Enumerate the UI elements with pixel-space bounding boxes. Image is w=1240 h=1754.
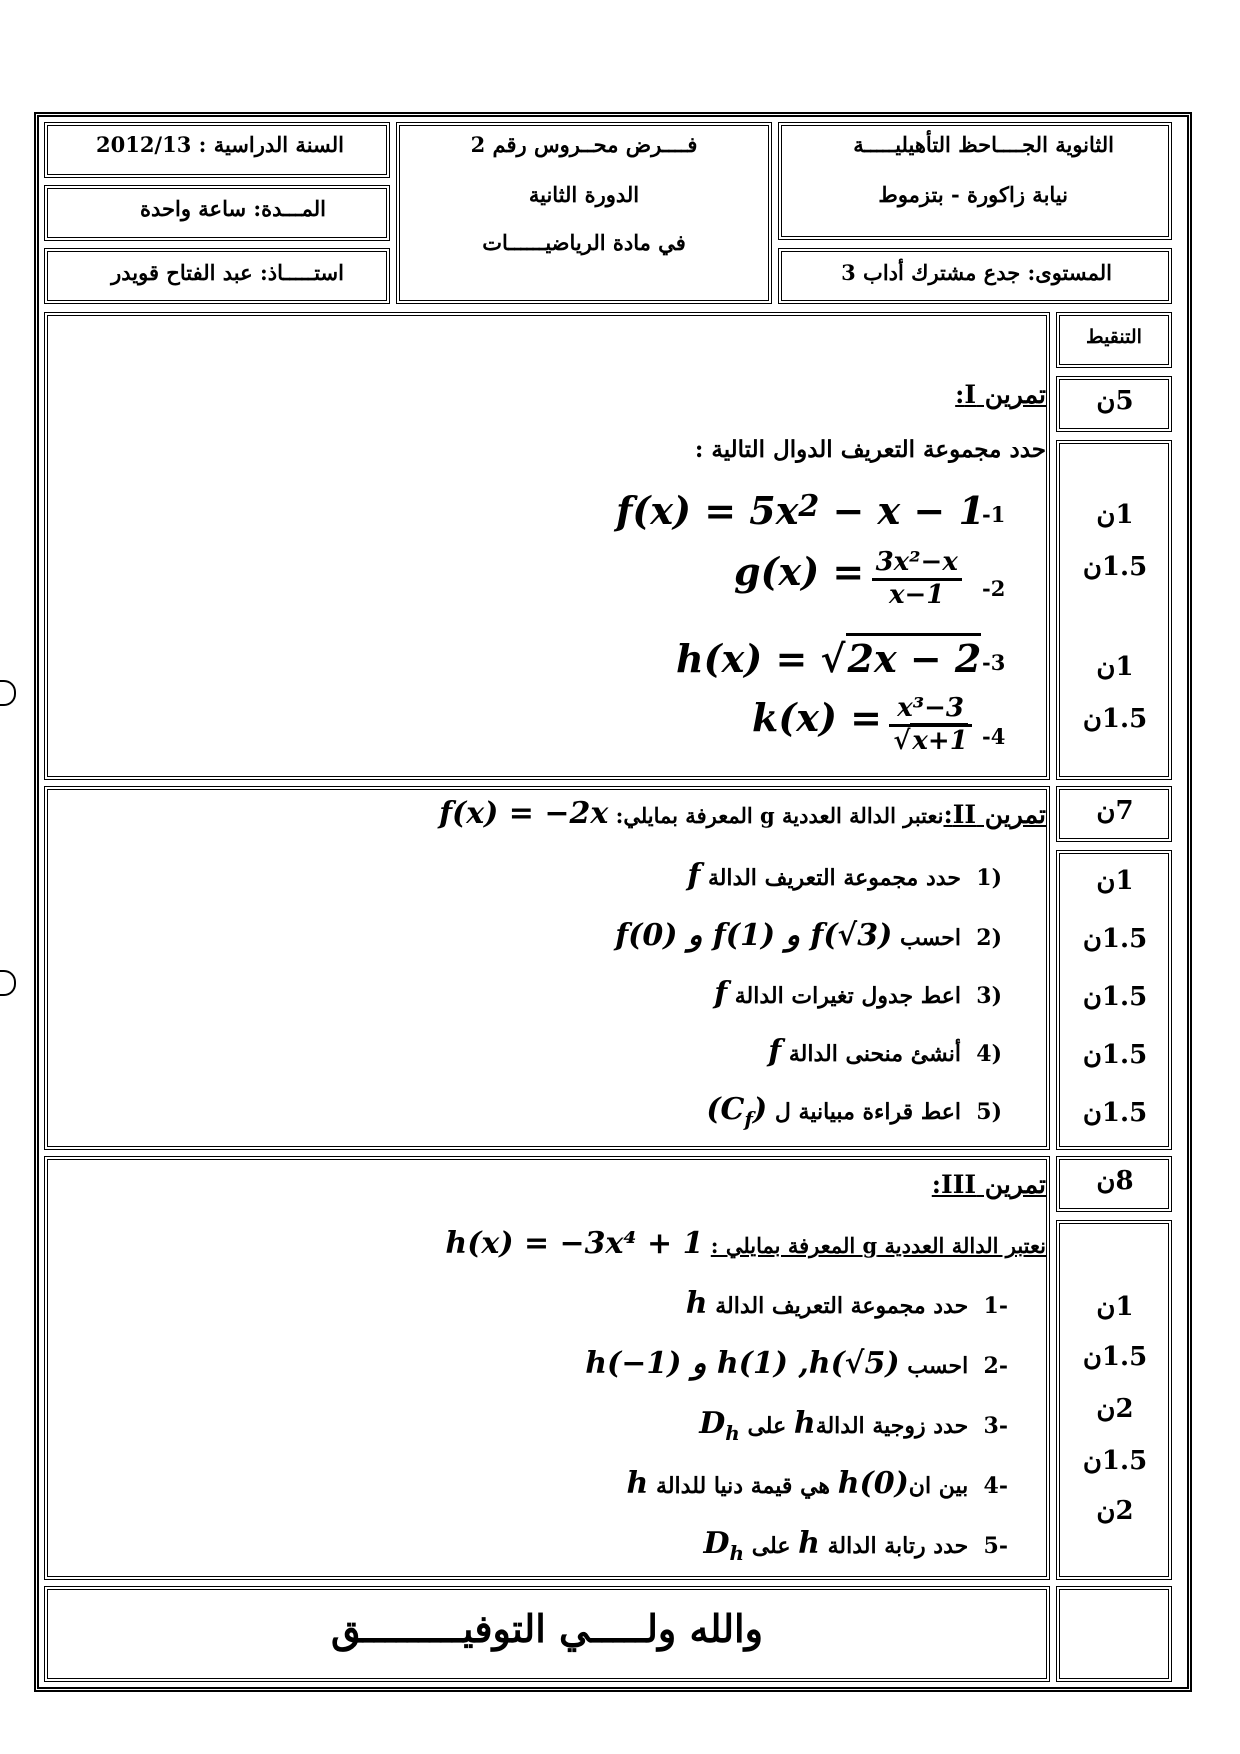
item-math: h: [793, 1406, 816, 1441]
subscript: h: [725, 1421, 740, 1445]
item-math: h(−1) و h(1) ,h(√5): [585, 1346, 900, 1381]
exercise3-item: [627, 1466, 1008, 1501]
item-text: حدد رتابة الدالة: [827, 1533, 969, 1559]
item-math: f: [687, 858, 701, 893]
exercise1-item-points: 1ن: [1096, 652, 1134, 682]
item-number: (5: [976, 1099, 1002, 1125]
exercise3-item: [585, 1346, 1008, 1381]
item-math: h: [626, 1466, 649, 1501]
exercise3-item-points: 1ن: [1096, 1292, 1134, 1322]
item-text: بين ان: [908, 1473, 969, 1499]
item-math: (C: [706, 1092, 745, 1127]
exercise1-points: 5ن: [1096, 386, 1134, 416]
item-number: (2: [976, 925, 1002, 951]
item-math: D: [703, 1526, 730, 1561]
exercise2-item: [687, 858, 1002, 893]
radicand: x+1: [910, 723, 967, 756]
item-number: -3: [983, 1413, 1008, 1439]
item-number: (4: [976, 1041, 1002, 1067]
exercise3-item: [703, 1526, 1008, 1565]
duration: المـــدة: ساعة واحدة: [140, 196, 326, 221]
binding-mark: [0, 970, 16, 996]
level: المستوى: جدع مشترك أداب 3: [841, 260, 1112, 285]
denominator: [889, 727, 971, 757]
item-text: على: [747, 1413, 787, 1439]
item-text: هي قيمة دنيا للدالة: [656, 1473, 831, 1499]
exercise1-item-points: 1.5ن: [1082, 704, 1148, 734]
item-math-close: ): [753, 1092, 768, 1127]
formula-part: h(x) = √: [676, 636, 846, 681]
exercise1-item-number: -3: [982, 650, 1006, 675]
grading-header: التنقيط: [1086, 326, 1142, 348]
fraction: [889, 694, 971, 757]
exercise3-intro: نعتبر الدالة العددية g المعرفة بمايلي :: [710, 1233, 1046, 1258]
exercise2-item: [768, 1034, 1002, 1069]
item-math: f: [768, 1034, 782, 1069]
subscript: h: [729, 1541, 745, 1565]
item-text: حدد مجموعة التعريف الدالة: [715, 1293, 969, 1319]
exercise1-title: تمرين I:: [955, 380, 1046, 409]
item-math: D: [699, 1406, 726, 1441]
exercise3-item-points: 1.5ن: [1082, 1446, 1148, 1476]
item-math: h(0): [837, 1466, 909, 1501]
exam-title: فــــرض محــروس رقم 2: [470, 132, 698, 157]
item-math: h: [685, 1286, 708, 1321]
exercise1-item-number: -4: [982, 724, 1006, 749]
exercise1-item4-formula: [752, 694, 972, 757]
exercise2-points: 7ن: [1096, 796, 1134, 826]
exercise1-item3-formula: [676, 636, 981, 681]
exercise3-item-points: 2ن: [1096, 1496, 1134, 1526]
item-text: احسب: [899, 925, 961, 951]
item-number: (1: [976, 865, 1002, 891]
root-sign: √: [893, 725, 911, 756]
exercise2-header: [439, 796, 1046, 831]
exercise3-item-points: 1.5ن: [1082, 1342, 1148, 1372]
teacher: استـــــاذ: عبد الفتاح قويدر: [111, 260, 344, 285]
exercise1-instruction: حدد مجموعة التعريف الدوال التالية :: [694, 436, 1046, 463]
exponent: 2: [798, 489, 820, 524]
formula-part: f(x) = 5x: [616, 488, 799, 533]
subject: في مادة الرياضيــــــات: [482, 230, 686, 255]
school-name: الثانوية الجــــاحظ التأهيليـــــة: [853, 132, 1114, 157]
directorate: نيابة زاكورة - بتزموط: [878, 182, 1068, 207]
subscript: f: [744, 1107, 754, 1131]
exercise2-function: f(x) = −2x: [439, 796, 609, 831]
item-text: أنشئ منحنى الدالة: [788, 1041, 961, 1067]
item-number: -2: [983, 1353, 1008, 1379]
exercise3-intro-line: [445, 1226, 1046, 1261]
exercise2-item: [706, 1092, 1002, 1131]
exercise3-function: h(x) = −3x⁴ + 1: [445, 1226, 704, 1261]
item-math: f: [714, 976, 728, 1011]
formula-part: g(x) =: [734, 548, 865, 594]
numerator: 3x²−x: [872, 548, 962, 581]
exercise2-item-points: 1.5ن: [1082, 924, 1148, 954]
exercise3-item: [699, 1406, 1008, 1445]
school-year: السنة الدراسية : 2012/13: [95, 132, 344, 157]
exercise1-item-points: 1ن: [1096, 500, 1134, 530]
formula-part: − x − 1: [819, 488, 985, 533]
fraction: [872, 548, 962, 611]
item-math: h: [798, 1526, 820, 1561]
exercise2-item-points: 1.5ن: [1082, 1098, 1148, 1128]
item-number: (3: [976, 983, 1002, 1009]
exercise2-item-points: 1.5ن: [1082, 1040, 1148, 1070]
item-text: حدد زوجية الدالة: [815, 1413, 969, 1439]
exercise3-item-points: 2ن: [1096, 1394, 1134, 1424]
exercise1-item2-formula: [734, 548, 962, 611]
item-number: -1: [983, 1293, 1008, 1319]
item-math: f(0) و f(1) و f(√3): [615, 918, 893, 953]
item-text: على: [751, 1533, 791, 1559]
formula-part: k(x) =: [752, 694, 883, 740]
item-text: حدد مجموعة التعريف الدالة: [707, 865, 961, 891]
exercise1-item1-formula: [616, 488, 985, 533]
exercise2-item-points: 1ن: [1096, 866, 1134, 896]
radicand: 2x − 2: [846, 633, 982, 681]
item-text: اعط جدول تغيرات الدالة: [734, 983, 961, 1009]
exercise1-item-points: 1.5ن: [1082, 552, 1148, 582]
exercise3-item: [686, 1286, 1008, 1321]
item-number: -5: [983, 1533, 1008, 1559]
exercise1-item-number: -1: [982, 502, 1006, 527]
denominator: x−1: [889, 579, 945, 610]
numerator: x³−3: [889, 694, 971, 727]
closing-text: والله ولـــــي التوفيـــــــــق: [331, 1606, 763, 1651]
item-text: احسب: [907, 1353, 969, 1379]
closing-side-box: [1056, 1586, 1172, 1682]
exercise2-item: [714, 976, 1002, 1011]
exercise2-title: تمرين II:: [943, 800, 1046, 829]
item-text: اعط قراءة مبيانية ل: [774, 1099, 961, 1125]
exercise2-intro: نعتبر الدالة العددية g المعرفة بمايلي:: [615, 803, 944, 828]
session: الدورة الثانية: [528, 182, 640, 207]
exercise3-title: تمرين III:: [931, 1170, 1046, 1199]
binding-mark: [0, 680, 16, 706]
exercise1-item-number: -2: [982, 576, 1006, 601]
exercise2-item-points: 1.5ن: [1082, 982, 1148, 1012]
exercise2-item: [615, 918, 1002, 953]
exercise3-points: 8ن: [1096, 1166, 1134, 1196]
item-number: -4: [983, 1473, 1008, 1499]
